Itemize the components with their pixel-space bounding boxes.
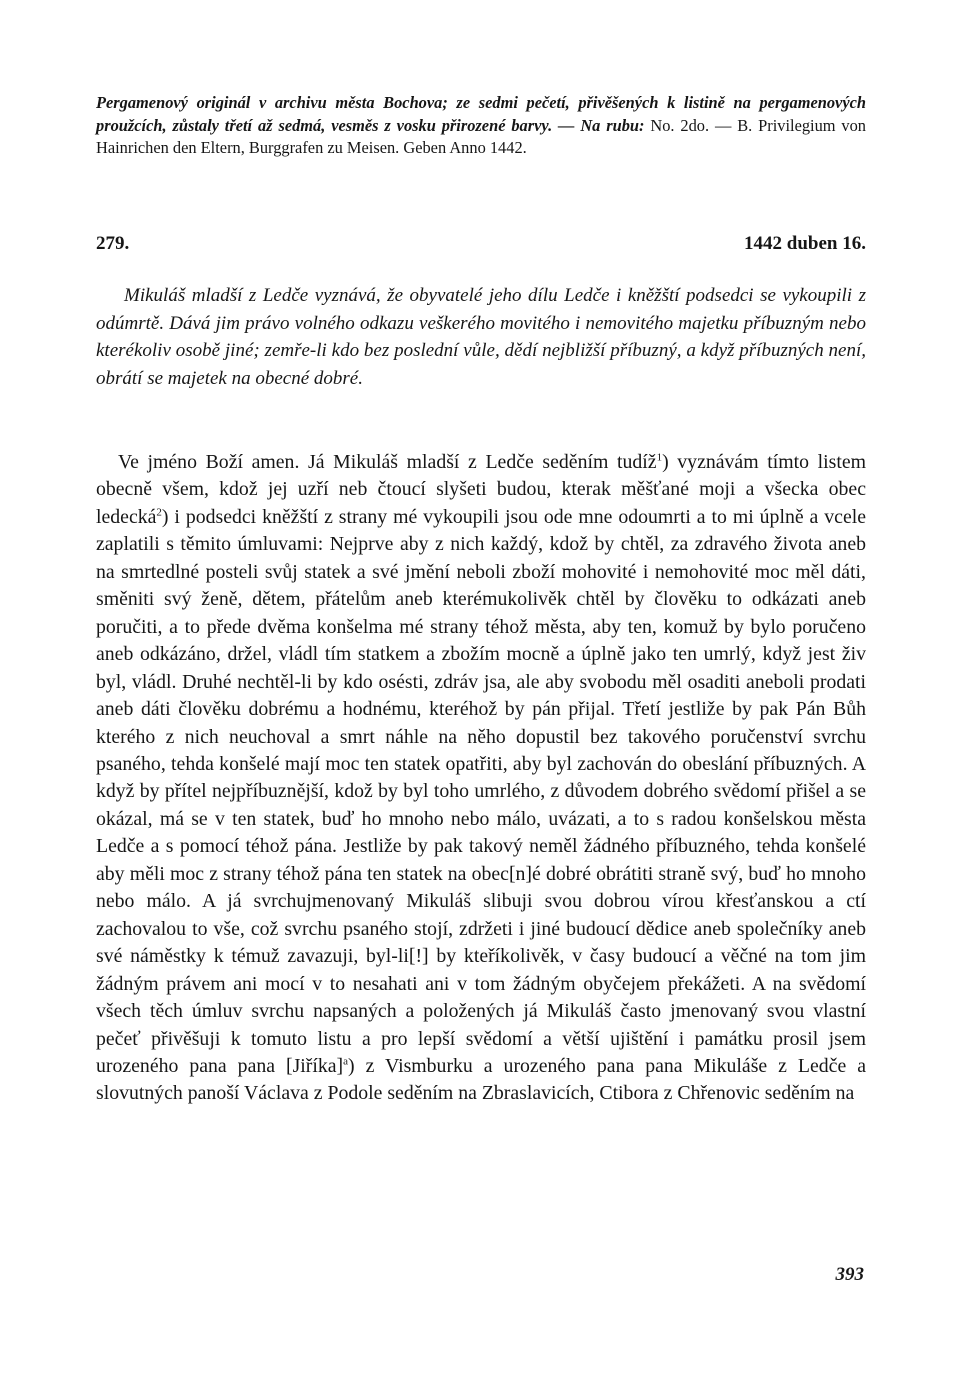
body-part-4: ) z Vismburku a urozeného pana pana Mikuláše z Ledče a slovutných panoší Václava z Podole seděním na Zbraslavicích, Ctibora z Chřenovic seděním na — [96, 1054, 866, 1105]
document-body — [96, 449, 866, 1108]
source-note-rest: No. 2do. — B. Privilegium von Hainrichen den Eltern, Burggrafen zu Meisen. Geben Anno 1442. — [96, 115, 867, 157]
regest-summary: Mikuláš mladší z Ledče vyznává, že obyvatelé jeho dílu Ledče i kněžští podsedci se vykoupili z odúmrtě. Dává jim právo volného odkazu veškerého movitého i nemovitého majetku příbuzným nebo kterékoliv osobě jiné; zemře-li kdo bez poslední vůle, dědí nejbližší příbuzný, a když příbuzných není, obrátí se majetek na obecné dobré. — [96, 285, 866, 389]
page-number: 393 — [835, 1264, 864, 1285]
body-part-1: Ve jméno Boží amen. Já Mikuláš mladší z Ledče seděním tudíž — [118, 451, 657, 473]
footnote-ref-2: 2 — [156, 506, 162, 519]
footnote-ref-1: 1 — [656, 451, 663, 464]
document-date: 1442 duben 16. — [744, 233, 866, 254]
footnote-ref-a: a — [343, 1055, 349, 1068]
source-note-italic: Pergamenový originál v archivu města Bochova; ze sedmi pečetí, přivěšených k listině na pergamenových proužcích, zůstaly třetí až sedmá, vesměs z vosku přirozené barvy. — Na rubu: — [96, 93, 866, 135]
document-page — [96, 92, 867, 1105]
document-header — [96, 233, 866, 261]
body-part-2: ) vyznávám tímto listem obecně všem, kdož jej uzří neb čtoucí slyšeti budou, kterak měšťané moji a všecka obec ledecká — [96, 451, 866, 528]
body-part-3: ) i podsedci kněžští z strany mé vykoupili jsou ode mne odoumrti a to mi úplně a vcele zaplatili s těmito úmluvami: Nejprve aby z nich každý, kdož by chtěl, za zdravého života aneb na smrtedlné posteli svůj statek a své jmění neboli zboží mohovité i nemohovité moc měl dáti, směniti svý ženě, dětem, přátelům aneb kterémukolivěk chtěl by člověku to odkázati aneb poručiti, a to přede dvěma konšelma mé strany téhož města, aby ten, komuž by bylo poručeno aneb odkázáno, držel, vládl tím statkem a zbožím mocně a úplně jako ten umrlý, když jest živ byl, vládl. Druhé nechtěl-li by kdo osésti, zdráv jsa, ale aby svobodu měl osaditi aneboli prodati aneb dáti člověku dobrému a hodnému, kteréhož by pán přijal. Třetí jestliže by pak Pán Bůh kterého z nich neuchoval a smrt náhle na něho dopustil bez takového poručenství svrchu psaného, tehda konšelé mají moc ten statek opatřiti, aby byl zachován do obeslání příbuzných. A když by přítel nejpříbuznější, kdož by byl toho umrlého, z důvodem dobrého svědomí přišel a se okázal, má se v ten statek, buď ho mnoho nebo málo, uvázati, a to s radou konšelskou města Ledče a s pomocí téhož pána. Jestliže by pak takový neměl žádného příbuzného, tehda konšelé aby měli moc z strany téhož pána ten statek na obec[n]é dobré obrátiti straně svý, buď ho mnoho nebo málo. A já svrchujmenovaný Mikuláš slibuji svou dobrou vírou křesťanskou a ctí zachovalou to vše, což svrchu psaného stojí, zdržeti i jiné budoucí dědice aneb společníky aneb své náměstky k témuž zavazuji, byl-li[!] by kteříkolivěk, v časy budoucí a věčné na tom jim žádným právem ani mocí v to nesahati ani v tom žádným obyčejem překážeti. A na svědomí všech těch úmluv svrchu napsaných a položených já Mikuláš často jmenovaný svou vlastní pečeť přivěšuji k tomuto listu a pro lepší svědomí a větší ujištění i památku prosil jsem urozeného pana pana [Jiříka] — [96, 505, 866, 1077]
source-note — [96, 92, 866, 160]
document-number: 279. — [96, 233, 130, 254]
